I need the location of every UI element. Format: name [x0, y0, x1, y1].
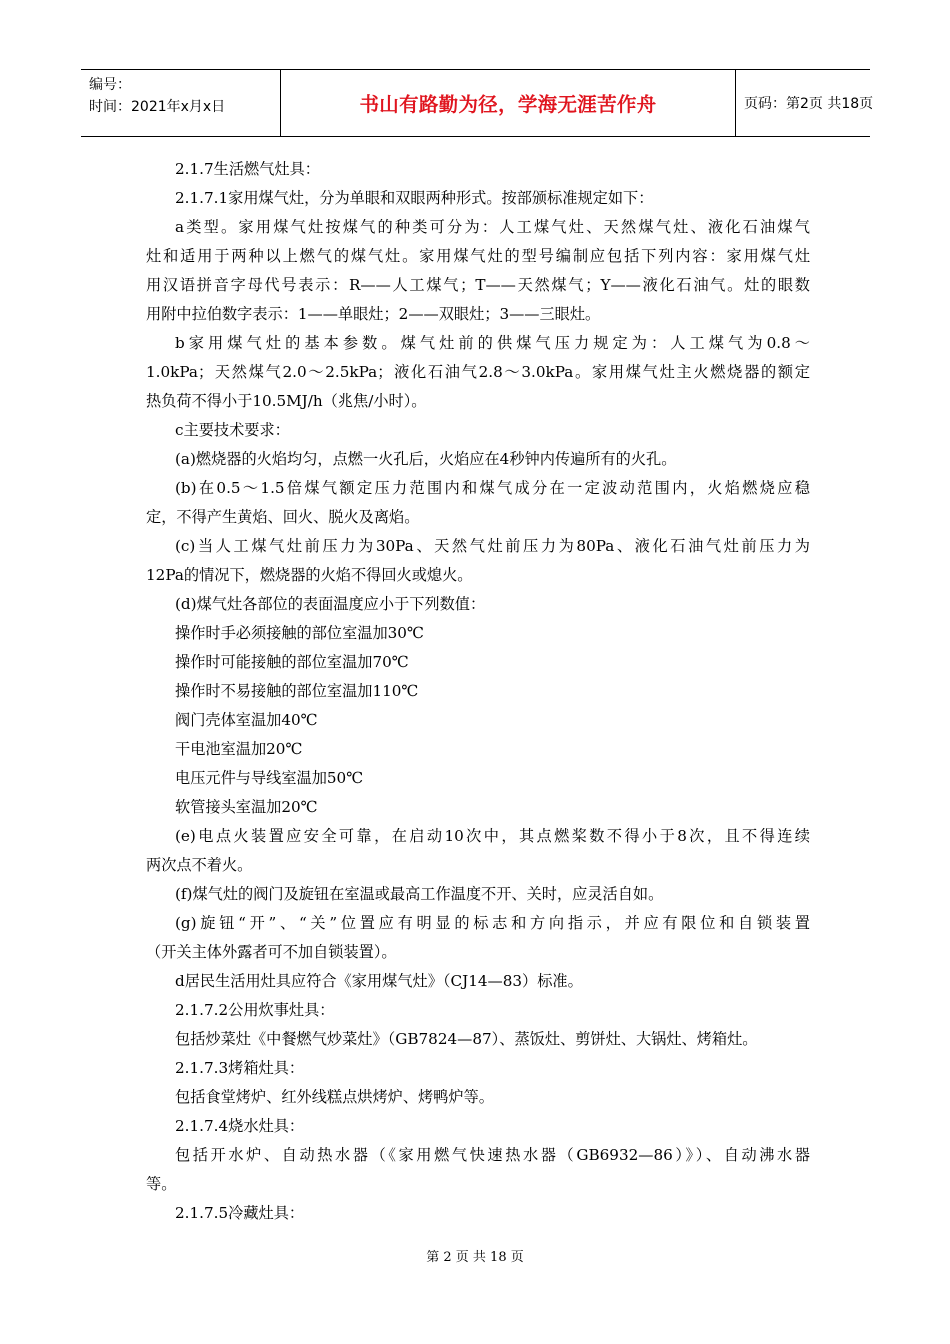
text-line: 12Pa的情况下，燃烧器的火焰不得回火或熄火。: [146, 566, 473, 584]
page-info: 页码：第2页 共18页: [744, 96, 874, 112]
text-line: d居民生活用灶具应符合《家用煤气灶》（CJ14—83）标准。: [175, 972, 583, 990]
date-line: 时间：2021年x月x日: [89, 99, 226, 115]
page-header: [81, 69, 874, 137]
code-label: 编号：: [89, 77, 131, 93]
text-line: （开关主体外露者可不加自锁装置）。: [146, 943, 397, 961]
text-line: 包括食堂烤炉、红外线糕点烘烤炉、烤鸭炉等。: [175, 1088, 494, 1106]
text-line: 2.1.7.1家用煤气灶，分为单眼和双眼两种形式。按部颁标准规定如下：: [175, 189, 654, 207]
text-line: 1.0kPa；天然煤气2.0～2.5kPa；液化石油气2.8～3.0kPa。家用煤气灶主火燃烧器的额定: [146, 363, 810, 381]
text-line: 等。: [146, 1175, 177, 1193]
text-line: 用汉语拼音字母代号表示：R——人工煤气；T——天然煤气；Y——液化石油气。灶的眼数: [146, 276, 810, 294]
text-line: 热负荷不得小于10.5MJ/h（兆焦/小时）。: [146, 392, 427, 410]
text-line: 操作时不易接触的部位室温加110℃: [175, 682, 419, 700]
text-line: 2.1.7生活燃气灶具：: [175, 160, 320, 178]
text-line: (a)燃烧器的火焰均匀，点燃一火孔后，火焰应在4秒钟内传遍所有的火孔。: [175, 450, 677, 468]
text-line: c主要技术要求：: [175, 421, 290, 439]
text-line: (e)电点火装置应安全可靠，在启动10次中，其点燃桨数不得小于8次，且不得连续: [175, 827, 810, 845]
text-line: 干电池室温加20℃: [175, 740, 303, 758]
text-line: (b)在0.5～1.5倍煤气额定压力范围内和煤气成分在一定波动范围内，火焰燃烧应稳: [175, 479, 810, 497]
header-motto-cell: [281, 70, 736, 136]
text-line: b家用煤气灶的基本参数。煤气灶前的供煤气压力规定为：人工煤气为0.8～: [175, 334, 810, 352]
document-body: [146, 155, 810, 1228]
text-line: (c)当人工煤气灶前压力为30Pa、天然气灶前压力为80Pa、液化石油气灶前压力为: [175, 537, 810, 555]
page-footer: 第 2 页 共 18 页: [426, 1250, 524, 1265]
text-line: (d)煤气灶各部位的表面温度应小于下列数值：: [175, 595, 486, 613]
text-line: 两次点不着火。: [146, 856, 253, 874]
text-line: 包括开水炉、自动热水器（《家用燃气快速热水器（GB6932—86）》）、自动沸水器: [175, 1146, 810, 1164]
text-line: 软管接头室温加20℃: [175, 798, 318, 816]
motto: 书山有路勤为径，学海无涯苦作舟: [359, 93, 657, 116]
text-line: 包括炒菜灶《中餐燃气炒菜灶》（GB7824—87）、蒸饭灶、剪饼灶、大锅灶、烤箱灶。: [175, 1030, 758, 1048]
text-line: (g)旋钮“开”、“关”位置应有明显的标志和方向指示，并应有限位和自锁装置: [175, 914, 810, 932]
text-line: 2.1.7.2公用炊事灶具：: [175, 1001, 335, 1019]
text-line: 定，不得产生黄焰、回火、脱火及离焰。: [146, 508, 420, 526]
text-line: 2.1.7.5冷藏灶具：: [175, 1204, 305, 1222]
text-line: 电压元件与导线室温加50℃: [175, 769, 364, 787]
text-line: 操作时手必须接触的部位室温加30℃: [175, 624, 424, 642]
text-line: 灶和适用于两种以上燃气的煤气灶。家用煤气灶的型号编制应包括下列内容：家用煤气灶: [146, 247, 810, 265]
header-left-cell: [81, 70, 281, 136]
text-line: (f)煤气灶的阀门及旋钮在室温或最高工作温度不开、关时，应灵活自如。: [175, 885, 664, 903]
text-line: 2.1.7.4烧水灶具：: [175, 1117, 305, 1135]
text-line: 用附中拉伯数字表示：1——单眼灶；2——双眼灶；3——三眼灶。: [146, 305, 601, 323]
text-line: 2.1.7.3烤箱灶具：: [175, 1059, 305, 1077]
header-page-cell: [736, 70, 874, 136]
text-line: a类型。家用煤气灶按煤气的种类可分为：人工煤气灶、天然煤气灶、液化石油煤气: [175, 218, 810, 236]
text-line: 操作时可能接触的部位室温加70℃: [175, 653, 409, 671]
text-line: 阀门壳体室温加40℃: [175, 711, 318, 729]
